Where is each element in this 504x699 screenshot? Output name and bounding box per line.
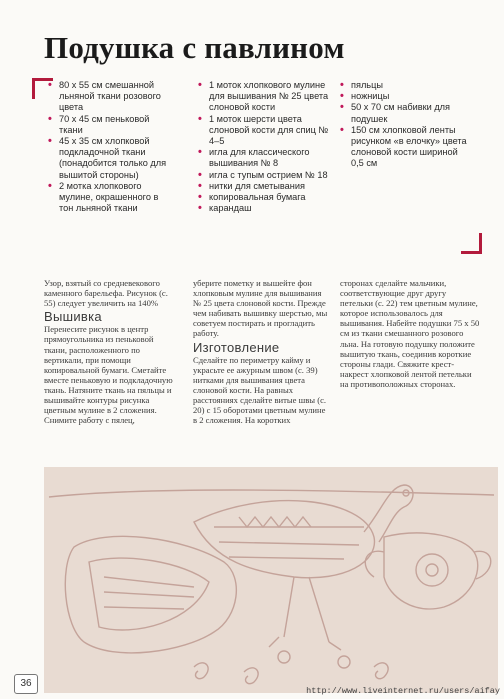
page-title: Подушка с павлином [44,30,345,65]
material-item: • карандаш [196,203,333,214]
watermark-url: http://www.liveinternet.ru/users/aifay [306,686,500,696]
materials-column-2 [196,80,333,214]
material-item: • копировальная бумага [196,192,333,203]
material-item: • 1 моток шерсти цвета слоновой кости для спиц № 4–5 [196,114,333,148]
box-corner-bottom-right [461,233,482,254]
peacock-embroidery-photo [44,467,498,693]
embroidery-heading: Вышивка [44,309,102,325]
body-column-2 [193,278,331,425]
col2-text: уберите пометку и вышейте фон хлопковым мулине для вышивания № 25 цвета слоновой кости. Прежде чем набивать вышивку шерстью, мы советуем постирать и прогладить работу. [193,278,328,339]
material-item: • 150 см хлопковой ленты рисунком «в елочку» цвета слоновой кости шириной 0,5 см [338,125,470,170]
material-item: • нитки для сметывания [196,181,333,192]
material-item: • 70 х 45 см пеньковой ткани [46,114,171,136]
intro-text: Узор, взятый со средневекового каменного барельефа. Рисунок (с. 55) следует увеличить на 140% [44,278,168,309]
materials-column-1 [46,80,171,214]
material-item: • 1 моток хлопкового мулине для вышивания № 25 цвета слоновой кости [196,80,333,114]
material-item: • 50 х 70 см набивки для подушек [338,102,470,124]
material-item: • 45 х 35 см хлопковой подкладочной ткани (понадобится только для вышитой стороны) [46,136,171,181]
assembly-heading: Изготовление [193,339,280,355]
body-column-1 [44,278,174,425]
material-item: • 2 мотка хлопкового мулине, окрашенного в тон льняной ткани [46,181,171,215]
embroidery-text: Перенесите рисунок в центр прямоугольника из пеньковой ткани, расположенного по вертикали, при помощи копировальной бумаги. Сметайте вместе пеньковую и подкладочную ткань. Натяните ткань на пяльцы и вышивайте контуры рисунка цветным мулине в 2 сложения. Снимите работу с пялец, [44,324,173,426]
col3-text: сторонах сделайте мальчики, соответствующие друг другу петельки (с. 22) тем цветным мулине, которое использовалось для вышивания. Набейте подушки 75 х 50 см из ткани смешанного розового льна. На готовую подушку положите вышитую ткань, соединив короткие стороны глади. Свяжите крест-накрест хлопковой лентой петельки на противоположных сторонах. [340,278,480,389]
page-number: 36 [14,674,38,694]
material-item: • ножницы [338,91,470,102]
materials-box [32,78,482,254]
materials-column-3 [338,80,470,170]
material-item: • 80 х 55 см смешанной льняной ткани розового цвета [46,80,171,114]
material-item: • игла для классического вышивания № 8 [196,147,333,169]
body-column-3 [340,278,480,389]
assembly-text: Сделайте по периметру кайму и украсьте ее ажурным швом (с. 39) нитками для вышивания цвета слоновой кости. На равных расстояниях сделайте витые швы (с. 20) с 15 оборотами цветным мулине в 2 сложения. На коротких [193,354,327,426]
material-item: • игла с тупым острием № 18 [196,170,333,181]
material-item: • пяльцы [338,80,470,91]
